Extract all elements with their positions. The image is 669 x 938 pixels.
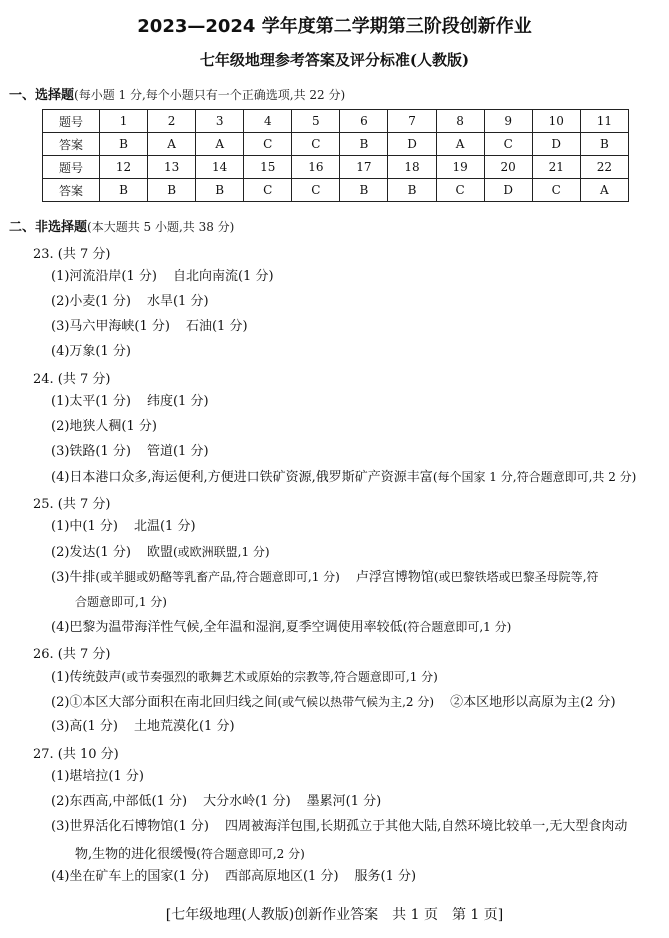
q23-line-1 <box>51 268 274 286</box>
q25-l3-score: (或羊腿或奶酪等乳畜产品,符合题意即可,1 分) <box>95 570 340 584</box>
section-2-note: (本大题共 5 小题,共 38 分) <box>87 220 235 234</box>
q27-l3: (3)世界活化石博物馆(1 分) <box>51 819 209 834</box>
answer-cell: B <box>340 179 388 202</box>
q24-l4-score: (每个国家 1 分,符合题意即可,共 2 分) <box>432 470 637 484</box>
question-number-cell: 19 <box>436 156 484 179</box>
q27-l2c: 墨累河(1 分) <box>306 794 382 809</box>
q26-line-1 <box>51 668 438 687</box>
row-label-answer: 答案 <box>43 179 100 202</box>
question-number-cell: 16 <box>292 156 340 179</box>
q24-l4: (4)日本港口众多,海运便利,方便进口铁矿资源,俄罗斯矿产资源丰富 <box>51 470 433 485</box>
section-2-heading <box>9 216 234 235</box>
q23-l1b: 自北向南流(1 分) <box>172 269 274 284</box>
q27-l4: (4)坐在矿车上的国家(1 分) <box>51 869 209 884</box>
question-number-cell: 14 <box>196 156 244 179</box>
page-subtitle: 七年级地理参考答案及评分标准(人教版) <box>199 51 470 69</box>
question-number-cell: 7 <box>388 110 436 133</box>
answer-cell: D <box>484 179 532 202</box>
q25-l3: (3)牛排 <box>51 570 96 585</box>
q23-l3b: 石油(1 分) <box>185 319 248 334</box>
q26-l1-score: (或节奏强烈的歌舞艺术或原始的宗教等,符合题意即可,1 分) <box>121 670 438 684</box>
answer-cell: C <box>244 133 292 156</box>
q25-line-4 <box>51 618 511 637</box>
answer-cell: A <box>196 133 244 156</box>
q27-l2b: 大分水岭(1 分) <box>203 794 291 809</box>
q24-l1b: 纬度(1 分) <box>146 394 209 409</box>
q24-line-1 <box>51 393 209 411</box>
q24-l2: (2)地狭人稠(1 分) <box>51 419 157 434</box>
q26-l3: (3)高(1 分) <box>51 719 118 734</box>
q27-line-3 <box>51 818 627 836</box>
q26-heading: 26. (共 7 分) <box>33 647 111 662</box>
page-footer: [七年级地理(人教版)创新作业答案 共 1 页 第 1 页] <box>165 907 504 923</box>
question-number-cell: 21 <box>532 156 580 179</box>
section-1-note: (每小题 1 分,每个小题只有一个正确选项,共 22 分) <box>74 88 346 102</box>
question-number-cell: 9 <box>484 110 532 133</box>
answer-cell: C <box>532 179 580 202</box>
question-number-cell: 12 <box>100 156 148 179</box>
table-row-question-numbers <box>43 110 629 133</box>
q23-l4: (4)万象(1 分) <box>51 344 131 359</box>
answer-cell: B <box>148 179 196 202</box>
q25-line-1 <box>51 518 196 536</box>
answer-cell: D <box>388 133 436 156</box>
table-row-answers <box>43 133 629 156</box>
answer-cell: B <box>100 133 148 156</box>
q25-line-3-cont: 合题意即可,1 分) <box>75 595 167 609</box>
answer-cell: A <box>148 133 196 156</box>
question-number-cell: 3 <box>196 110 244 133</box>
q26-l1: (1)传统鼓声 <box>51 670 122 685</box>
answer-cell: B <box>580 133 628 156</box>
question-number-cell: 17 <box>340 156 388 179</box>
question-number-cell: 10 <box>532 110 580 133</box>
answer-cell: C <box>292 133 340 156</box>
q27-line-3-cont <box>75 843 305 862</box>
answer-cell: B <box>100 179 148 202</box>
answer-cell: B <box>388 179 436 202</box>
answer-cell: D <box>532 133 580 156</box>
q23-heading: 23. (共 7 分) <box>33 247 111 262</box>
section-1-title: 一、选择题 <box>9 88 75 103</box>
q27-l4c: 服务(1 分) <box>354 869 417 884</box>
row-label-question: 题号 <box>43 110 100 133</box>
q23-l3: (3)马六甲海峡(1 分) <box>51 319 170 334</box>
question-number-cell: 18 <box>388 156 436 179</box>
q25-l4: (4)巴黎为温带海洋性气候,全年温和湿润,夏季空调使用率较低 <box>51 620 403 635</box>
q26-l2-score: (或气候以热带气候为主,2 分) <box>277 695 435 709</box>
q24-line-3 <box>51 443 209 461</box>
q24-l1: (1)太平(1 分) <box>51 394 131 409</box>
q25-line-2 <box>51 543 270 562</box>
question-number-cell: 4 <box>244 110 292 133</box>
answer-cell: A <box>580 179 628 202</box>
q27-l4b: 西部高原地区(1 分) <box>224 869 339 884</box>
q25-l2: (2)发达(1 分) <box>51 545 131 560</box>
question-number-cell: 15 <box>244 156 292 179</box>
q25-l2-score: (或欧洲联盟,1 分) <box>172 545 270 559</box>
q26-line-2 <box>51 693 616 712</box>
q27-l3c: 物,生物的进化很缓慢 <box>75 847 197 862</box>
question-number-cell: 2 <box>148 110 196 133</box>
answer-cell: C <box>244 179 292 202</box>
row-label-answer: 答案 <box>43 133 100 156</box>
question-number-cell: 6 <box>340 110 388 133</box>
q23-line-4 <box>51 343 131 361</box>
q24-l3: (3)铁路(1 分) <box>51 444 131 459</box>
q24-line-2 <box>51 418 157 436</box>
q27-l3b: 四周被海洋包围,长期孤立于其他大陆,自然环境比较单一,无大型食肉动 <box>224 819 628 834</box>
q24-l3b: 管道(1 分) <box>146 444 209 459</box>
q25-l1b: 北温(1 分) <box>133 519 196 534</box>
answer-table <box>42 109 629 202</box>
q23-l2b: 水旱(1 分) <box>146 294 209 309</box>
q25-l1: (1)中(1 分) <box>51 519 118 534</box>
row-label-question: 题号 <box>43 156 100 179</box>
page-title: 2023—2024 学年度第二学期第三阶段创新作业 <box>137 16 532 37</box>
q23-line-3 <box>51 318 248 336</box>
q25-l3b: 卢浮宫博物馆 <box>355 570 434 585</box>
q23-line-2 <box>51 293 209 311</box>
q27-line-2 <box>51 793 381 811</box>
question-number-cell: 20 <box>484 156 532 179</box>
answer-cell: B <box>340 133 388 156</box>
q25-line-3 <box>51 568 598 587</box>
q26-l3b: 土地荒漠化(1 分) <box>133 719 235 734</box>
question-number-cell: 1 <box>100 110 148 133</box>
q26-line-3 <box>51 718 235 736</box>
answer-cell: C <box>436 179 484 202</box>
q24-heading: 24. (共 7 分) <box>33 372 111 387</box>
q23-l1: (1)河流沿岸(1 分) <box>51 269 157 284</box>
q25-l4-score: (符合题意即可,1 分) <box>402 620 512 634</box>
q26-l2: (2)①本区大部分面积在南北回归线之间 <box>51 695 278 710</box>
q27-heading: 27. (共 10 分) <box>33 747 119 762</box>
answer-cell: C <box>292 179 340 202</box>
q26-l2b: ②本区地形以高原为主(2 分) <box>450 695 616 710</box>
answer-cell: A <box>436 133 484 156</box>
q25-l3-score-2: (或巴黎铁塔或巴黎圣母院等,符 <box>433 570 599 584</box>
question-number-cell: 22 <box>580 156 628 179</box>
q27-line-4 <box>51 868 416 886</box>
q24-line-4 <box>51 468 636 487</box>
answer-cell: C <box>484 133 532 156</box>
question-number-cell: 5 <box>292 110 340 133</box>
q25-l2b: 欧盟 <box>146 545 173 560</box>
question-number-cell: 11 <box>580 110 628 133</box>
section-2-title: 二、非选择题 <box>9 220 88 235</box>
table-row-answers <box>43 179 629 202</box>
question-number-cell: 13 <box>148 156 196 179</box>
answer-cell: B <box>196 179 244 202</box>
q27-l1: (1)堪培拉(1 分) <box>51 769 144 784</box>
q25-heading: 25. (共 7 分) <box>33 497 111 512</box>
q27-l2: (2)东西高,中部低(1 分) <box>51 794 188 809</box>
q27-l3-score: (符合题意即可,2 分) <box>196 847 305 861</box>
q27-line-1 <box>51 768 144 786</box>
q23-l2: (2)小麦(1 分) <box>51 294 131 309</box>
question-number-cell: 8 <box>436 110 484 133</box>
section-1-heading <box>9 84 345 103</box>
table-row-question-numbers <box>43 156 629 179</box>
